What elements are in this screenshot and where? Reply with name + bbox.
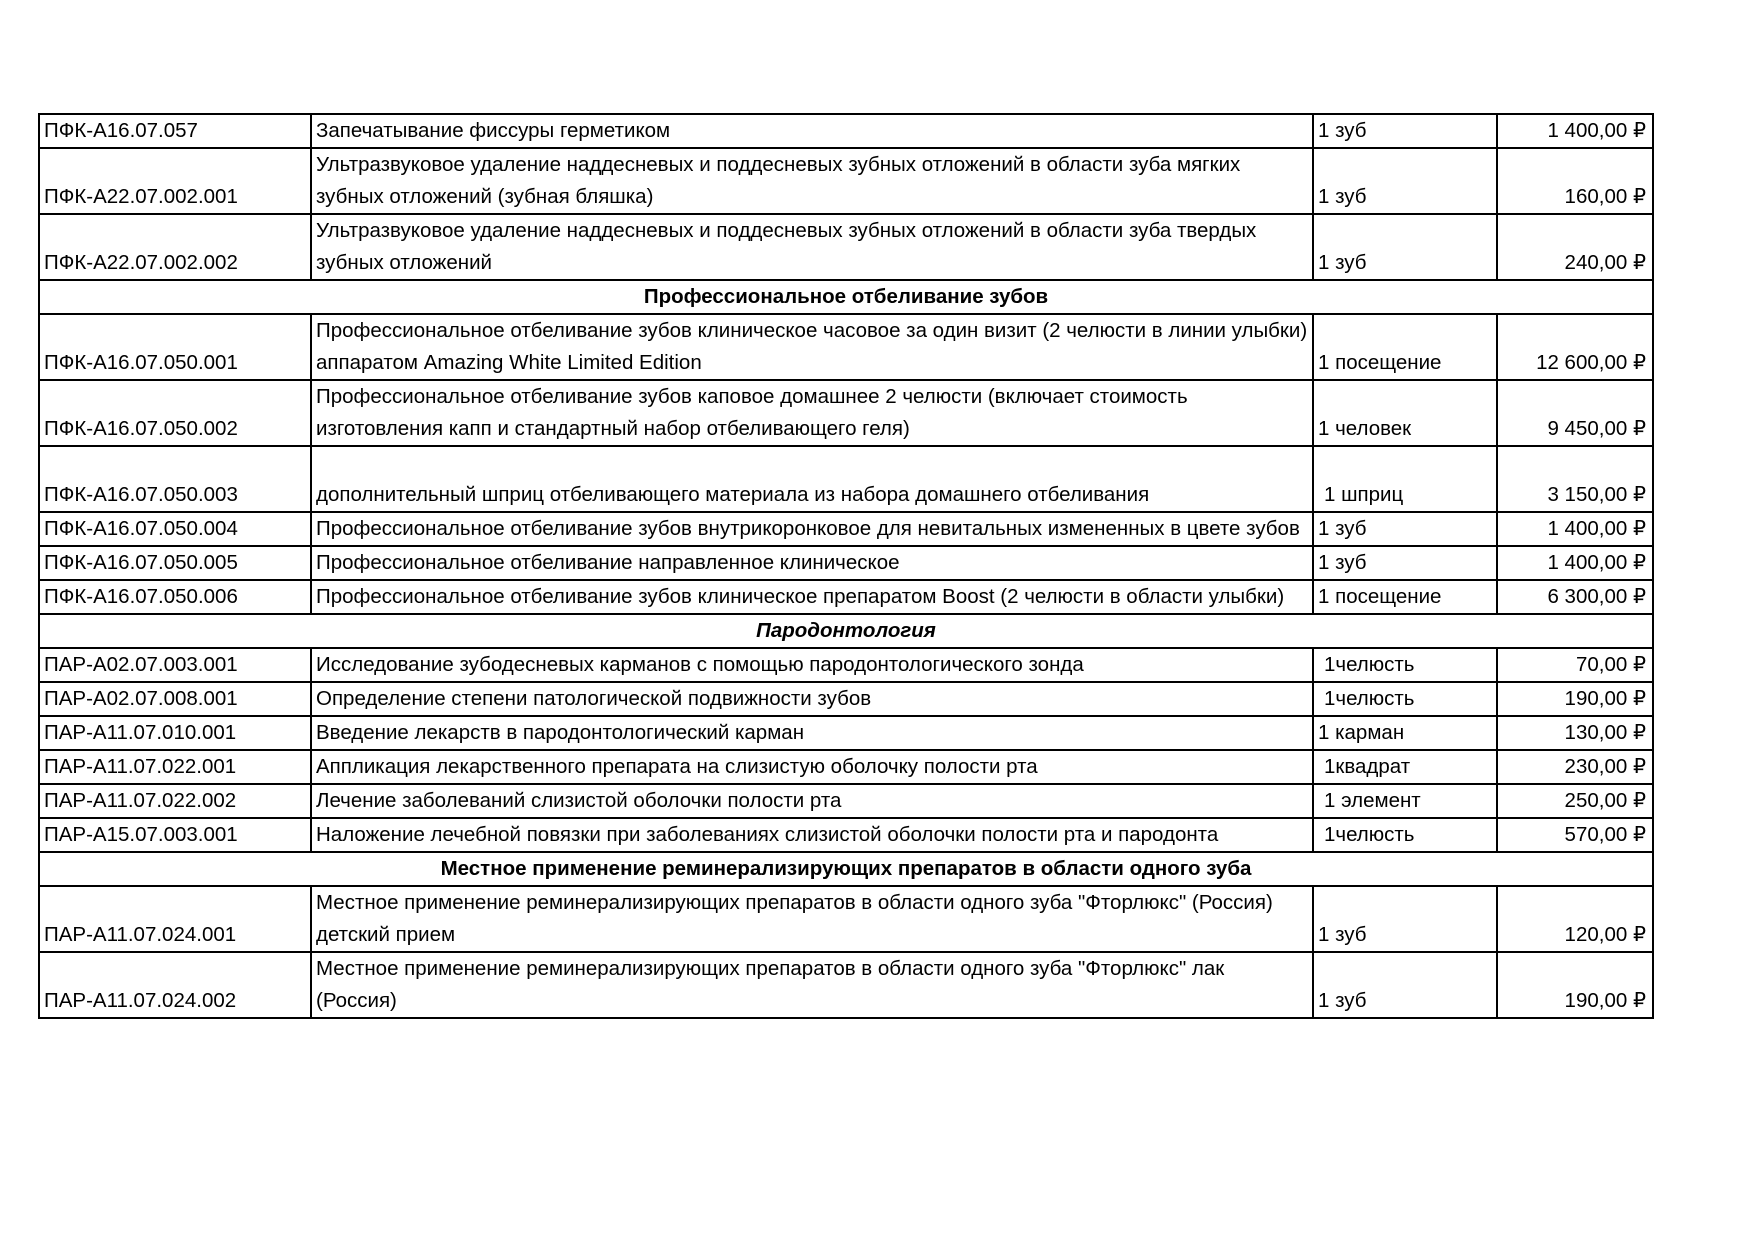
section-header (39, 280, 1653, 314)
service-unit: 1 элемент (1313, 784, 1497, 818)
service-name: Местное применение реминерализирующих препаратов в области одного зуба "Фторлюкс" лак (Россия) (311, 952, 1313, 1018)
service-unit: 1 зуб (1313, 148, 1497, 214)
service-name: Ультразвуковое удаление наддесневых и поддесневых зубных отложений в области зуба мягких зубных отложений (зубная бляшка) (311, 148, 1313, 214)
service-name: Запечатывание фиссуры герметиком (311, 114, 1313, 148)
service-unit: 1 зуб (1313, 546, 1497, 580)
service-code: ПАР-А11.07.022.001 (39, 750, 311, 784)
service-code: ПАР-А11.07.022.002 (39, 784, 311, 818)
service-unit: 1челюсть (1313, 818, 1497, 852)
table-row (39, 214, 1653, 280)
service-name: Определение степени патологической подвижности зубов (311, 682, 1313, 716)
service-name: Профессиональное отбеливание зубов клиническое препаратом Boost (2 челюсти в области улыбки) (311, 580, 1313, 614)
service-code: ПФК-А22.07.002.001 (39, 148, 311, 214)
service-price: 9 450,00 ₽ (1497, 380, 1653, 446)
table-row (39, 952, 1653, 1018)
service-name: Профессиональное отбеливание зубов клиническое часовое за один визит (2 челюсти в линии улыбки) аппаратом Amazing White Limited Edition (311, 314, 1313, 380)
service-code: ПАР-А11.07.024.001 (39, 886, 311, 952)
service-price: 6 300,00 ₽ (1497, 580, 1653, 614)
service-unit: 1челюсть (1313, 682, 1497, 716)
service-price: 570,00 ₽ (1497, 818, 1653, 852)
service-code: ПАР-А11.07.024.002 (39, 952, 311, 1018)
service-code: ПФК-А16.07.050.002 (39, 380, 311, 446)
service-name: дополнительный шприц отбеливающего материала из набора домашнего отбеливания (311, 446, 1313, 512)
table-row (39, 580, 1653, 614)
service-unit: 1челюсть (1313, 648, 1497, 682)
service-price: 120,00 ₽ (1497, 886, 1653, 952)
service-name: Местное применение реминерализирующих препаратов в области одного зуба "Фторлюкс" (Россия) детский прием (311, 886, 1313, 952)
table-row (39, 546, 1653, 580)
service-code: ПАР-А11.07.010.001 (39, 716, 311, 750)
service-price: 240,00 ₽ (1497, 214, 1653, 280)
service-price: 1 400,00 ₽ (1497, 114, 1653, 148)
table-row (39, 682, 1653, 716)
service-name: Профессиональное отбеливание зубов внутрикоронковое для невитальных измененных в цвете зубов (311, 512, 1313, 546)
service-unit: 1 зуб (1313, 114, 1497, 148)
table-row (39, 784, 1653, 818)
service-price: 190,00 ₽ (1497, 682, 1653, 716)
service-unit: 1 зуб (1313, 886, 1497, 952)
table-row (39, 446, 1653, 512)
service-price: 70,00 ₽ (1497, 648, 1653, 682)
table-row (39, 716, 1653, 750)
section-header (39, 852, 1653, 886)
table-row (39, 380, 1653, 446)
service-name: Ультразвуковое удаление наддесневых и поддесневых зубных отложений в области зуба твердых зубных отложений (311, 214, 1313, 280)
table-row (39, 886, 1653, 952)
service-code: ПФК-А22.07.002.002 (39, 214, 311, 280)
service-name: Лечение заболеваний слизистой оболочки полости рта (311, 784, 1313, 818)
section-title: Пародонтология (39, 614, 1653, 648)
service-price: 1 400,00 ₽ (1497, 512, 1653, 546)
service-unit: 1квадрат (1313, 750, 1497, 784)
price-list-sheet (38, 113, 1652, 1019)
service-price: 12 600,00 ₽ (1497, 314, 1653, 380)
service-price: 3 150,00 ₽ (1497, 446, 1653, 512)
service-code: ПФК-А16.07.057 (39, 114, 311, 148)
section-header (39, 614, 1653, 648)
service-unit: 1 карман (1313, 716, 1497, 750)
table-row (39, 818, 1653, 852)
service-name: Введение лекарств в пародонтологический карман (311, 716, 1313, 750)
service-name: Наложение лечебной повязки при заболеваниях слизистой оболочки полости рта и пародонта (311, 818, 1313, 852)
service-price: 1 400,00 ₽ (1497, 546, 1653, 580)
service-price: 130,00 ₽ (1497, 716, 1653, 750)
service-unit: 1 посещение (1313, 580, 1497, 614)
table-row (39, 648, 1653, 682)
section-title: Профессиональное отбеливание зубов (39, 280, 1653, 314)
service-code: ПАР-А02.07.008.001 (39, 682, 311, 716)
table-row (39, 314, 1653, 380)
service-code: ПАР-А02.07.003.001 (39, 648, 311, 682)
service-code: ПФК-А16.07.050.001 (39, 314, 311, 380)
service-price: 160,00 ₽ (1497, 148, 1653, 214)
service-unit: 1 зуб (1313, 512, 1497, 546)
service-code: ПАР-А15.07.003.001 (39, 818, 311, 852)
service-name: Профессиональное отбеливание зубов каповое домашнее 2 челюсти (включает стоимость изготовления капп и стандартный набор отбеливающего геля) (311, 380, 1313, 446)
service-unit: 1 посещение (1313, 314, 1497, 380)
section-title: Местное применение реминерализирующих препаратов в области одного зуба (39, 852, 1653, 886)
service-name: Аппликация лекарственного препарата на слизистую оболочку полости рта (311, 750, 1313, 784)
table-row (39, 750, 1653, 784)
service-price: 190,00 ₽ (1497, 952, 1653, 1018)
service-unit: 1 зуб (1313, 214, 1497, 280)
table-row (39, 114, 1653, 148)
service-unit: 1 человек (1313, 380, 1497, 446)
table-row (39, 148, 1653, 214)
service-price: 250,00 ₽ (1497, 784, 1653, 818)
table-row (39, 512, 1653, 546)
service-unit: 1 шприц (1313, 446, 1497, 512)
service-code: ПФК-А16.07.050.006 (39, 580, 311, 614)
service-code: ПФК-А16.07.050.003 (39, 446, 311, 512)
service-name: Исследование зубодесневых карманов с помощью пародонтологического зонда (311, 648, 1313, 682)
service-code: ПФК-А16.07.050.005 (39, 546, 311, 580)
service-unit: 1 зуб (1313, 952, 1497, 1018)
service-price: 230,00 ₽ (1497, 750, 1653, 784)
price-table (38, 113, 1654, 1019)
service-name: Профессиональное отбеливание направленное клиническое (311, 546, 1313, 580)
service-code: ПФК-А16.07.050.004 (39, 512, 311, 546)
